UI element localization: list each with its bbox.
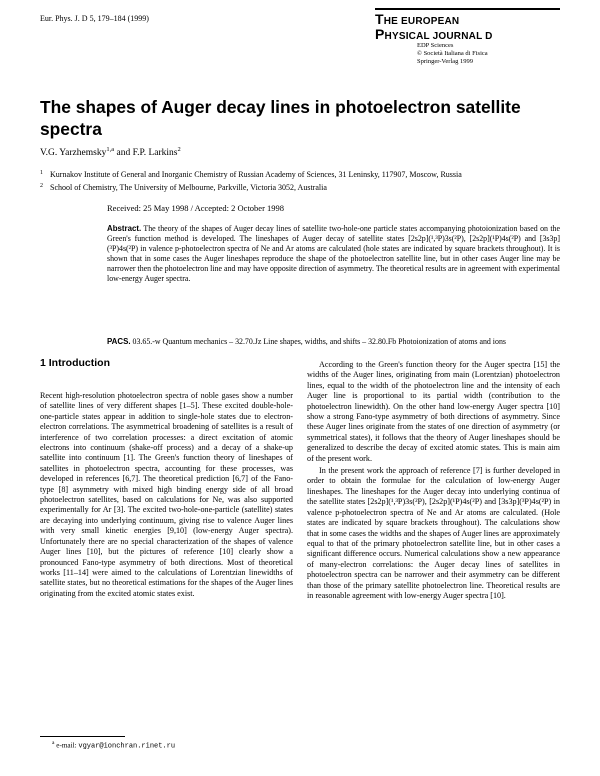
abstract [107, 224, 560, 284]
affiliation-number: 1 [40, 170, 43, 176]
footnote-label: e-mail: [54, 741, 79, 750]
affiliation-number: 2 [40, 183, 43, 189]
journal-name-line-2-rest: HYSICAL JOURNAL D [384, 31, 493, 42]
footnote-email[interactable]: vgyar@ionchran.rinet.ru [78, 742, 176, 751]
publisher-line: © Società Italiana di Fisica [417, 49, 488, 57]
journal-name-line-2-initial: P [375, 26, 385, 42]
pacs-text: 03.65.-w Quantum mechanics – 32.70.Jz Line shapes, widths, and shifts – 32.80.Fb Photoionization of atoms and ions [132, 337, 506, 346]
paper-title: The shapes of Auger decay lines in photoelectron satellite spectra [40, 97, 521, 139]
author-line [40, 146, 181, 158]
received-accepted-dates: Received: 25 May 1998 / Accepted: 2 October 1998 [107, 203, 285, 213]
affiliation [40, 168, 560, 180]
journal-name [375, 8, 560, 43]
abstract-text: The theory of the shapes of Auger decay lines of satellite two-hole-one particle states accompanying photoionization based on the Green's function method is developed. The lineshapes of Auger decay of satellite states [2s2p](¹,³P)3s(²P), [2s2p](¹P)4s(²P) and [3s3p](³P)4s(²P) in valence p-photoelectron spectra of Ne and Ar atoms are calculated (hole states are indicated by square brackets throughout). It is shown that in some cases the Auger lineshapes reproduce the shape of the photoelectron satellite line, but in other cases Auger line may be narrower then the photoelectron line and may have opposite direction of asymmetry. The theoretical results are in agreement with experimental low-energy Auger spectra. [107, 224, 560, 284]
affiliation-text: Kurnakov Institute of General and Inorganic Chemistry of Russian Academy of Sciences, 31 Leninsky, 117907, Moscow, Russia [50, 170, 462, 179]
author-join: and F.P. Larkins [114, 148, 178, 159]
section-heading: 1 Introduction [40, 357, 110, 369]
publisher-line: Springer-Verlag 1999 [417, 57, 474, 65]
publisher-line: EDP Sciences [417, 42, 454, 49]
footnote-marker: a [52, 740, 55, 746]
author-superscript: 1,a [106, 146, 115, 153]
left-column [40, 391, 293, 599]
journal-name-line-1-initial: T [375, 11, 384, 27]
affiliation [40, 181, 560, 193]
right-column [307, 358, 560, 601]
abstract-label: Abstract. [107, 224, 142, 233]
journal-name-line-1-rest: HE EUROPEAN [383, 16, 460, 27]
pacs [107, 337, 560, 347]
author-name: V.G. Yarzhemsky [40, 148, 107, 159]
paragraph: Recent high-resolution photoelectron spectra of noble gases show a number of satellite lines of very different shapes [1–5]. These excited double-hole-one-particle states appear in addition to single-hole states due to electron-electron correlations. The asymmetrical broadening of satellites is a result of interference of two correlation processes: a direct excitation of atomic electrons into continuum (shake-off process) and a decay of a shake-up satellite into continuum [1]. The Green's function theory of lineshapes of satellites in photoelectron spectra, accounting for these processes, was developed in references [6,7]. The theoretical prediction [6,7] of the Fano-type [8] asymmetry with mixed high binding energy side of all broad photoelectron satellites, based on calculations for Ne, was also supported experimentally for Ar [3]. The excited two-hole-one-particle (satellite) states are decaying into underlying continuum, giving rise to valence Auger lines with very small kinetic energies [9,10] (low-energy Auger spectra). Unfortunately there are no special characterization of the shapes of valence Auger lines [10], but the pictures of reference [10] clearly show a pronounced Fano-type asymmetry of both directions. Most of theoretical works [11–14] were aimed to the calculations of Lorentzian linewidths of satellite states, but no theoretical estimations for the shapes of the Auger lines originating from the excited atomic states exist. [40, 391, 293, 598]
paragraph: In the present work the approach of reference [7] is further developed in order to obtain the formulae for the calculation of low-energy Auger lineshapes. The lineshapes for the Auger decay into underlying continua of the satellite states [2s2p](¹,³P)3s(²P), [2s2p](¹P)4s(²P) and [3s3p](³P)4s(²P) in valence p-photoelectron spectra of Ne and Ar atoms are calculated. (Hole states are indicated by square brackets throughout). The calculations show that in some cases the widths and the shapes of Auger lines are approximately equal to that of the primary photoelectron satellite line, but in other cases a significant difference occurs. Numerical calculations show a new appearance of many-electron correlations: the Auger decay lines of satellites in photoelectron spectra can be narrower and their asymmetry can be different than those of the primary satellite photoelectron line. Theoretical results are in reasonable agreement with low-energy Auger spectra [10]. [307, 466, 560, 600]
paragraph: According to the Green's function theory for the Auger spectra [15] the widths of the Auger lines, originating from main (Lorentzian) photoelectron lines, equal to the width of the photoelectron line and the intensity of each Auger line is proportional to its partial width (contribution to the photoelectron linewidth). On the other hand low-energy Auger spectra [10] show a strong Fano-type asymmetry of both directions of asymmetry. Since these Auger lines originate from the states of one direction of asymmetry (or symmetrical states), it follows that the theory of Auger lineshapes should be generalized to describe the decay of excited atomic states. This is main aim of the present work. [307, 360, 560, 463]
footnote-rule [40, 736, 125, 737]
affiliation-text: School of Chemistry, The University of Melbourne, Parkville, Victoria 3052, Australia [50, 183, 327, 192]
journal-citation: Eur. Phys. J. D 5, 179–184 (1999) [40, 14, 149, 23]
footnote [52, 740, 175, 750]
publisher-block [417, 42, 488, 65]
journal-name-line-1 [375, 13, 560, 28]
author-superscript: 2 [177, 146, 181, 153]
journal-name-line-2 [375, 28, 560, 43]
pacs-label: PACS. [107, 337, 131, 346]
